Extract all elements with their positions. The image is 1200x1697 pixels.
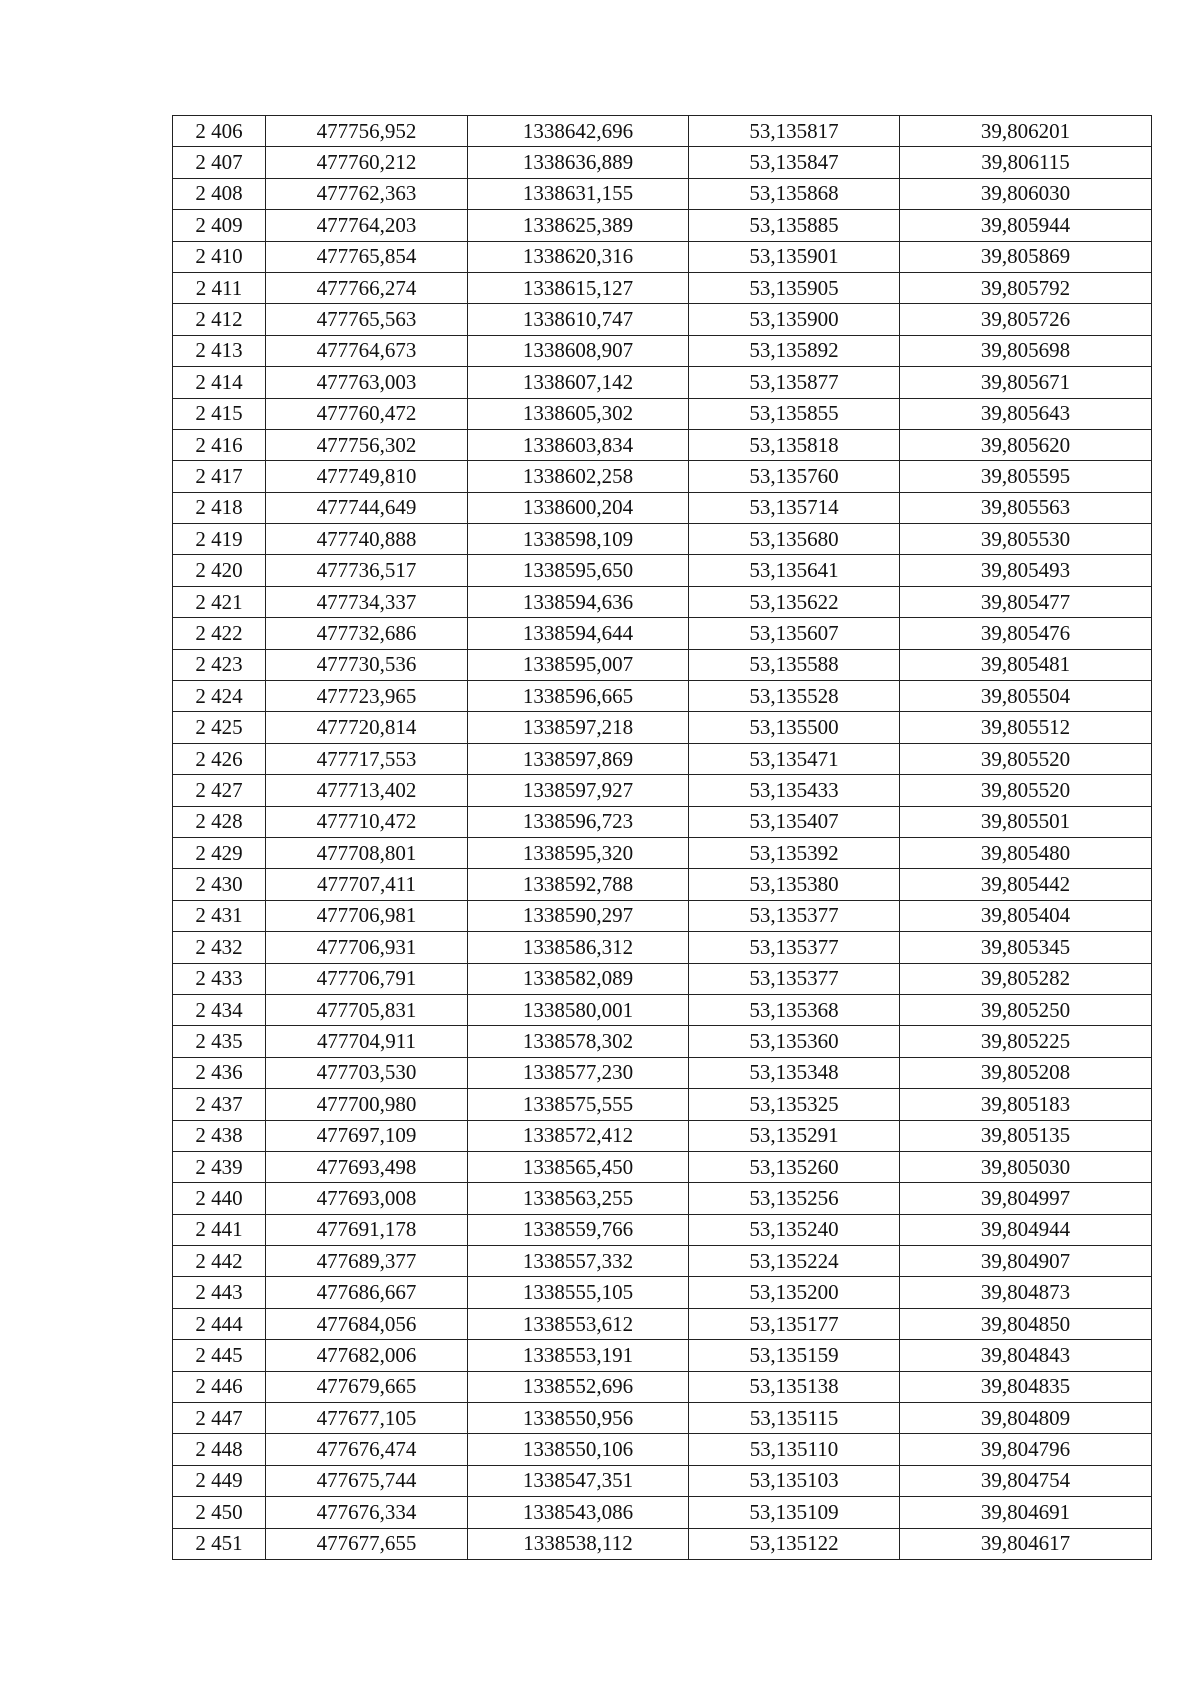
- longitude-cell: 39,805643: [900, 398, 1152, 429]
- longitude-cell: 39,805792: [900, 272, 1152, 303]
- x-coordinate-cell: 477764,203: [266, 210, 468, 241]
- table-row: [173, 304, 1152, 335]
- x-coordinate-cell: 477762,363: [266, 178, 468, 209]
- longitude-cell: 39,804907: [900, 1246, 1152, 1277]
- x-coordinate-cell: 477734,337: [266, 586, 468, 617]
- y-coordinate-cell: 1338580,001: [468, 994, 689, 1025]
- x-coordinate-cell: 477720,814: [266, 712, 468, 743]
- table-row: [173, 335, 1152, 366]
- point-number-cell: 2 451: [173, 1528, 266, 1559]
- point-number-cell: 2 446: [173, 1371, 266, 1402]
- longitude-cell: 39,805135: [900, 1120, 1152, 1151]
- x-coordinate-cell: 477732,686: [266, 618, 468, 649]
- y-coordinate-cell: 1338605,302: [468, 398, 689, 429]
- y-coordinate-cell: 1338559,766: [468, 1214, 689, 1245]
- x-coordinate-cell: 477686,667: [266, 1277, 468, 1308]
- x-coordinate-cell: 477766,274: [266, 272, 468, 303]
- table-row: [173, 1340, 1152, 1371]
- point-number-cell: 2 432: [173, 932, 266, 963]
- y-coordinate-cell: 1338595,007: [468, 649, 689, 680]
- point-number-cell: 2 431: [173, 900, 266, 931]
- x-coordinate-cell: 477700,980: [266, 1089, 468, 1120]
- table-row: [173, 210, 1152, 241]
- x-coordinate-cell: 477708,801: [266, 837, 468, 868]
- x-coordinate-cell: 477689,377: [266, 1246, 468, 1277]
- x-coordinate-cell: 477704,911: [266, 1026, 468, 1057]
- point-number-cell: 2 430: [173, 869, 266, 900]
- x-coordinate-cell: 477760,472: [266, 398, 468, 429]
- longitude-cell: 39,805208: [900, 1057, 1152, 1088]
- table-row: [173, 1277, 1152, 1308]
- y-coordinate-cell: 1338575,555: [468, 1089, 689, 1120]
- y-coordinate-cell: 1338555,105: [468, 1277, 689, 1308]
- table-row: [173, 555, 1152, 586]
- y-coordinate-cell: 1338538,112: [468, 1528, 689, 1559]
- y-coordinate-cell: 1338642,696: [468, 116, 689, 147]
- longitude-cell: 39,805563: [900, 492, 1152, 523]
- y-coordinate-cell: 1338596,665: [468, 681, 689, 712]
- latitude-cell: 53,135377: [689, 932, 900, 963]
- longitude-cell: 39,804944: [900, 1214, 1152, 1245]
- x-coordinate-cell: 477736,517: [266, 555, 468, 586]
- longitude-cell: 39,804754: [900, 1465, 1152, 1496]
- longitude-cell: 39,804617: [900, 1528, 1152, 1559]
- x-coordinate-cell: 477706,931: [266, 932, 468, 963]
- latitude-cell: 53,135224: [689, 1246, 900, 1277]
- y-coordinate-cell: 1338608,907: [468, 335, 689, 366]
- x-coordinate-cell: 477677,655: [266, 1528, 468, 1559]
- table-row: [173, 1151, 1152, 1182]
- table-row: [173, 116, 1152, 147]
- table-row: [173, 743, 1152, 774]
- latitude-cell: 53,135714: [689, 492, 900, 523]
- point-number-cell: 2 421: [173, 586, 266, 617]
- table-row: [173, 932, 1152, 963]
- point-number-cell: 2 415: [173, 398, 266, 429]
- point-number-cell: 2 438: [173, 1120, 266, 1151]
- y-coordinate-cell: 1338594,636: [468, 586, 689, 617]
- x-coordinate-cell: 477710,472: [266, 806, 468, 837]
- table-row: [173, 586, 1152, 617]
- latitude-cell: 53,135256: [689, 1183, 900, 1214]
- latitude-cell: 53,135885: [689, 210, 900, 241]
- table-row: [173, 900, 1152, 931]
- latitude-cell: 53,135103: [689, 1465, 900, 1496]
- point-number-cell: 2 407: [173, 147, 266, 178]
- x-coordinate-cell: 477765,563: [266, 304, 468, 335]
- y-coordinate-cell: 1338596,723: [468, 806, 689, 837]
- table-row: [173, 1246, 1152, 1277]
- latitude-cell: 53,135877: [689, 367, 900, 398]
- table-row: [173, 429, 1152, 460]
- table-row: [173, 1434, 1152, 1465]
- longitude-cell: 39,805520: [900, 743, 1152, 774]
- y-coordinate-cell: 1338620,316: [468, 241, 689, 272]
- y-coordinate-cell: 1338552,696: [468, 1371, 689, 1402]
- latitude-cell: 53,135641: [689, 555, 900, 586]
- table-row: [173, 461, 1152, 492]
- latitude-cell: 53,135377: [689, 963, 900, 994]
- latitude-cell: 53,135900: [689, 304, 900, 335]
- table-row: [173, 524, 1152, 555]
- longitude-cell: 39,805404: [900, 900, 1152, 931]
- y-coordinate-cell: 1338636,889: [468, 147, 689, 178]
- table-row: [173, 492, 1152, 523]
- table-row: [173, 147, 1152, 178]
- point-number-cell: 2 408: [173, 178, 266, 209]
- y-coordinate-cell: 1338607,142: [468, 367, 689, 398]
- x-coordinate-cell: 477706,981: [266, 900, 468, 931]
- point-number-cell: 2 435: [173, 1026, 266, 1057]
- table-row: [173, 1497, 1152, 1528]
- longitude-cell: 39,806115: [900, 147, 1152, 178]
- latitude-cell: 53,135680: [689, 524, 900, 555]
- latitude-cell: 53,135500: [689, 712, 900, 743]
- latitude-cell: 53,135901: [689, 241, 900, 272]
- point-number-cell: 2 423: [173, 649, 266, 680]
- latitude-cell: 53,135905: [689, 272, 900, 303]
- x-coordinate-cell: 477682,006: [266, 1340, 468, 1371]
- latitude-cell: 53,135817: [689, 116, 900, 147]
- x-coordinate-cell: 477764,673: [266, 335, 468, 366]
- longitude-cell: 39,805250: [900, 994, 1152, 1025]
- y-coordinate-cell: 1338597,218: [468, 712, 689, 743]
- y-coordinate-cell: 1338572,412: [468, 1120, 689, 1151]
- table-row: [173, 398, 1152, 429]
- point-number-cell: 2 417: [173, 461, 266, 492]
- x-coordinate-cell: 477693,008: [266, 1183, 468, 1214]
- longitude-cell: 39,804843: [900, 1340, 1152, 1371]
- latitude-cell: 53,135760: [689, 461, 900, 492]
- y-coordinate-cell: 1338592,788: [468, 869, 689, 900]
- x-coordinate-cell: 477756,952: [266, 116, 468, 147]
- point-number-cell: 2 414: [173, 367, 266, 398]
- point-number-cell: 2 416: [173, 429, 266, 460]
- y-coordinate-cell: 1338597,869: [468, 743, 689, 774]
- point-number-cell: 2 447: [173, 1403, 266, 1434]
- y-coordinate-cell: 1338553,191: [468, 1340, 689, 1371]
- y-coordinate-cell: 1338610,747: [468, 304, 689, 335]
- latitude-cell: 53,135177: [689, 1308, 900, 1339]
- table-row: [173, 1465, 1152, 1496]
- point-number-cell: 2 439: [173, 1151, 266, 1182]
- table-row: [173, 272, 1152, 303]
- point-number-cell: 2 429: [173, 837, 266, 868]
- table-row: [173, 994, 1152, 1025]
- table-row: [173, 649, 1152, 680]
- table-row: [173, 1214, 1152, 1245]
- x-coordinate-cell: 477691,178: [266, 1214, 468, 1245]
- x-coordinate-cell: 477744,649: [266, 492, 468, 523]
- point-number-cell: 2 449: [173, 1465, 266, 1496]
- longitude-cell: 39,805944: [900, 210, 1152, 241]
- y-coordinate-cell: 1338615,127: [468, 272, 689, 303]
- longitude-cell: 39,805442: [900, 869, 1152, 900]
- latitude-cell: 53,135122: [689, 1528, 900, 1559]
- latitude-cell: 53,135528: [689, 681, 900, 712]
- x-coordinate-cell: 477756,302: [266, 429, 468, 460]
- y-coordinate-cell: 1338577,230: [468, 1057, 689, 1088]
- longitude-cell: 39,805476: [900, 618, 1152, 649]
- longitude-cell: 39,806201: [900, 116, 1152, 147]
- point-number-cell: 2 419: [173, 524, 266, 555]
- longitude-cell: 39,804997: [900, 1183, 1152, 1214]
- x-coordinate-cell: 477703,530: [266, 1057, 468, 1088]
- x-coordinate-cell: 477706,791: [266, 963, 468, 994]
- longitude-cell: 39,805282: [900, 963, 1152, 994]
- y-coordinate-cell: 1338631,155: [468, 178, 689, 209]
- y-coordinate-cell: 1338553,612: [468, 1308, 689, 1339]
- latitude-cell: 53,135109: [689, 1497, 900, 1528]
- point-number-cell: 2 413: [173, 335, 266, 366]
- table-row: [173, 963, 1152, 994]
- latitude-cell: 53,135200: [689, 1277, 900, 1308]
- x-coordinate-cell: 477684,056: [266, 1308, 468, 1339]
- table-row: [173, 1528, 1152, 1559]
- longitude-cell: 39,804796: [900, 1434, 1152, 1465]
- point-number-cell: 2 442: [173, 1246, 266, 1277]
- point-number-cell: 2 450: [173, 1497, 266, 1528]
- point-number-cell: 2 437: [173, 1089, 266, 1120]
- point-number-cell: 2 427: [173, 775, 266, 806]
- latitude-cell: 53,135377: [689, 900, 900, 931]
- longitude-cell: 39,804873: [900, 1277, 1152, 1308]
- table-row: [173, 618, 1152, 649]
- longitude-cell: 39,805726: [900, 304, 1152, 335]
- table-row: [173, 178, 1152, 209]
- coordinates-table: [172, 115, 1152, 1560]
- latitude-cell: 53,135291: [689, 1120, 900, 1151]
- longitude-cell: 39,805477: [900, 586, 1152, 617]
- latitude-cell: 53,135240: [689, 1214, 900, 1245]
- longitude-cell: 39,805345: [900, 932, 1152, 963]
- table-row: [173, 1057, 1152, 1088]
- x-coordinate-cell: 477705,831: [266, 994, 468, 1025]
- latitude-cell: 53,135622: [689, 586, 900, 617]
- latitude-cell: 53,135260: [689, 1151, 900, 1182]
- x-coordinate-cell: 477730,536: [266, 649, 468, 680]
- y-coordinate-cell: 1338603,834: [468, 429, 689, 460]
- longitude-cell: 39,804691: [900, 1497, 1152, 1528]
- point-number-cell: 2 434: [173, 994, 266, 1025]
- longitude-cell: 39,805869: [900, 241, 1152, 272]
- table-row: [173, 1026, 1152, 1057]
- point-number-cell: 2 440: [173, 1183, 266, 1214]
- longitude-cell: 39,805501: [900, 806, 1152, 837]
- point-number-cell: 2 410: [173, 241, 266, 272]
- longitude-cell: 39,805698: [900, 335, 1152, 366]
- x-coordinate-cell: 477677,105: [266, 1403, 468, 1434]
- y-coordinate-cell: 1338598,109: [468, 524, 689, 555]
- point-number-cell: 2 436: [173, 1057, 266, 1088]
- x-coordinate-cell: 477713,402: [266, 775, 468, 806]
- latitude-cell: 53,135368: [689, 994, 900, 1025]
- y-coordinate-cell: 1338578,302: [468, 1026, 689, 1057]
- longitude-cell: 39,805620: [900, 429, 1152, 460]
- longitude-cell: 39,805504: [900, 681, 1152, 712]
- point-number-cell: 2 443: [173, 1277, 266, 1308]
- point-number-cell: 2 444: [173, 1308, 266, 1339]
- x-coordinate-cell: 477693,498: [266, 1151, 468, 1182]
- y-coordinate-cell: 1338586,312: [468, 932, 689, 963]
- point-number-cell: 2 422: [173, 618, 266, 649]
- latitude-cell: 53,135138: [689, 1371, 900, 1402]
- longitude-cell: 39,805520: [900, 775, 1152, 806]
- x-coordinate-cell: 477760,212: [266, 147, 468, 178]
- latitude-cell: 53,135868: [689, 178, 900, 209]
- longitude-cell: 39,806030: [900, 178, 1152, 209]
- point-number-cell: 2 426: [173, 743, 266, 774]
- latitude-cell: 53,135588: [689, 649, 900, 680]
- latitude-cell: 53,135471: [689, 743, 900, 774]
- x-coordinate-cell: 477676,474: [266, 1434, 468, 1465]
- table-row: [173, 367, 1152, 398]
- point-number-cell: 2 445: [173, 1340, 266, 1371]
- x-coordinate-cell: 477765,854: [266, 241, 468, 272]
- latitude-cell: 53,135115: [689, 1403, 900, 1434]
- x-coordinate-cell: 477679,665: [266, 1371, 468, 1402]
- point-number-cell: 2 411: [173, 272, 266, 303]
- y-coordinate-cell: 1338547,351: [468, 1465, 689, 1496]
- x-coordinate-cell: 477717,553: [266, 743, 468, 774]
- longitude-cell: 39,805512: [900, 712, 1152, 743]
- latitude-cell: 53,135607: [689, 618, 900, 649]
- table-row: [173, 1183, 1152, 1214]
- y-coordinate-cell: 1338582,089: [468, 963, 689, 994]
- y-coordinate-cell: 1338602,258: [468, 461, 689, 492]
- point-number-cell: 2 433: [173, 963, 266, 994]
- longitude-cell: 39,805225: [900, 1026, 1152, 1057]
- table-row: [173, 1089, 1152, 1120]
- table-row: [173, 837, 1152, 868]
- x-coordinate-cell: 477707,411: [266, 869, 468, 900]
- latitude-cell: 53,135433: [689, 775, 900, 806]
- point-number-cell: 2 425: [173, 712, 266, 743]
- y-coordinate-cell: 1338594,644: [468, 618, 689, 649]
- y-coordinate-cell: 1338557,332: [468, 1246, 689, 1277]
- longitude-cell: 39,805183: [900, 1089, 1152, 1120]
- x-coordinate-cell: 477723,965: [266, 681, 468, 712]
- latitude-cell: 53,135348: [689, 1057, 900, 1088]
- x-coordinate-cell: 477676,334: [266, 1497, 468, 1528]
- y-coordinate-cell: 1338600,204: [468, 492, 689, 523]
- latitude-cell: 53,135110: [689, 1434, 900, 1465]
- point-number-cell: 2 409: [173, 210, 266, 241]
- y-coordinate-cell: 1338563,255: [468, 1183, 689, 1214]
- x-coordinate-cell: 477749,810: [266, 461, 468, 492]
- x-coordinate-cell: 477763,003: [266, 367, 468, 398]
- latitude-cell: 53,135818: [689, 429, 900, 460]
- longitude-cell: 39,804835: [900, 1371, 1152, 1402]
- point-number-cell: 2 418: [173, 492, 266, 523]
- y-coordinate-cell: 1338543,086: [468, 1497, 689, 1528]
- x-coordinate-cell: 477740,888: [266, 524, 468, 555]
- y-coordinate-cell: 1338595,650: [468, 555, 689, 586]
- table-row: [173, 1120, 1152, 1151]
- y-coordinate-cell: 1338565,450: [468, 1151, 689, 1182]
- coordinates-table-body: [173, 116, 1152, 1560]
- latitude-cell: 53,135847: [689, 147, 900, 178]
- latitude-cell: 53,135855: [689, 398, 900, 429]
- longitude-cell: 39,804809: [900, 1403, 1152, 1434]
- table-row: [173, 241, 1152, 272]
- latitude-cell: 53,135892: [689, 335, 900, 366]
- table-row: [173, 869, 1152, 900]
- latitude-cell: 53,135392: [689, 837, 900, 868]
- table-row: [173, 806, 1152, 837]
- table-row: [173, 1403, 1152, 1434]
- point-number-cell: 2 412: [173, 304, 266, 335]
- point-number-cell: 2 428: [173, 806, 266, 837]
- longitude-cell: 39,805671: [900, 367, 1152, 398]
- longitude-cell: 39,805595: [900, 461, 1152, 492]
- table-row: [173, 712, 1152, 743]
- y-coordinate-cell: 1338590,297: [468, 900, 689, 931]
- latitude-cell: 53,135360: [689, 1026, 900, 1057]
- longitude-cell: 39,805493: [900, 555, 1152, 586]
- point-number-cell: 2 420: [173, 555, 266, 586]
- longitude-cell: 39,805480: [900, 837, 1152, 868]
- y-coordinate-cell: 1338550,956: [468, 1403, 689, 1434]
- latitude-cell: 53,135407: [689, 806, 900, 837]
- y-coordinate-cell: 1338597,927: [468, 775, 689, 806]
- latitude-cell: 53,135380: [689, 869, 900, 900]
- latitude-cell: 53,135325: [689, 1089, 900, 1120]
- longitude-cell: 39,805481: [900, 649, 1152, 680]
- table-row: [173, 1371, 1152, 1402]
- point-number-cell: 2 406: [173, 116, 266, 147]
- y-coordinate-cell: 1338550,106: [468, 1434, 689, 1465]
- longitude-cell: 39,804850: [900, 1308, 1152, 1339]
- table-row: [173, 1308, 1152, 1339]
- x-coordinate-cell: 477675,744: [266, 1465, 468, 1496]
- latitude-cell: 53,135159: [689, 1340, 900, 1371]
- longitude-cell: 39,805530: [900, 524, 1152, 555]
- y-coordinate-cell: 1338625,389: [468, 210, 689, 241]
- x-coordinate-cell: 477697,109: [266, 1120, 468, 1151]
- point-number-cell: 2 448: [173, 1434, 266, 1465]
- table-row: [173, 681, 1152, 712]
- point-number-cell: 2 424: [173, 681, 266, 712]
- longitude-cell: 39,805030: [900, 1151, 1152, 1182]
- table-row: [173, 775, 1152, 806]
- y-coordinate-cell: 1338595,320: [468, 837, 689, 868]
- point-number-cell: 2 441: [173, 1214, 266, 1245]
